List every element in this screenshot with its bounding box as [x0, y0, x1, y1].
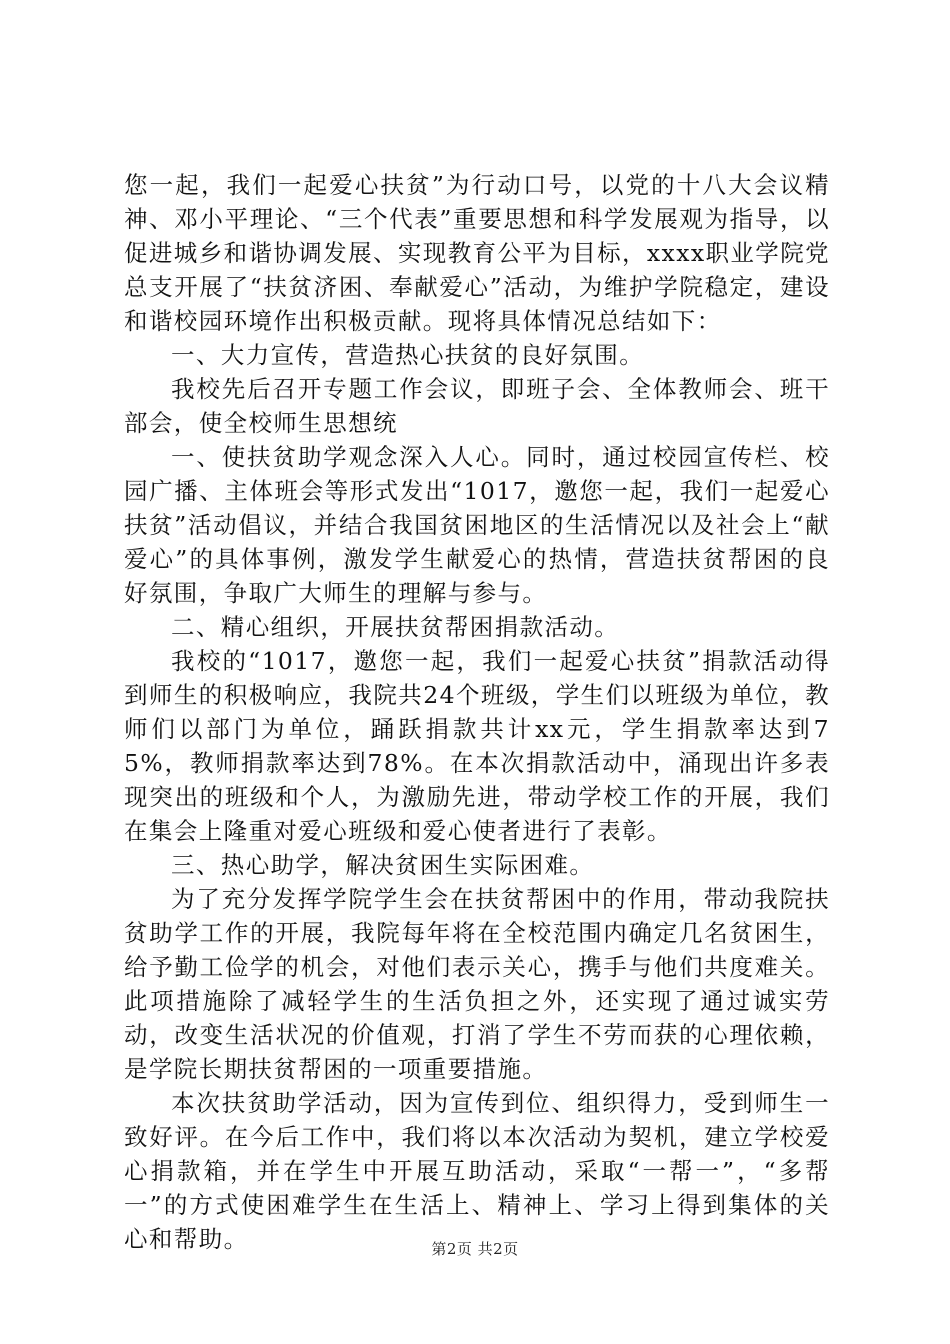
- section-heading-1: 一、大力宣传，营造热心扶贫的良好氛围。: [171, 341, 645, 369]
- paragraph-publicity: 一、使扶贫助学观念深入人心。同时，通过校园宣传栏、校园广播、主体班会等形式发出“1017，邀您一起，我们一起爱心扶贫”活动倡议，并结合我国贫困地区的生活情况以及社会上“献爱心”的具体事例，激发学生献爱心的热情，营造扶贫帮困的良好氛围，争取广大师生的理解与参与。: [124, 443, 830, 607]
- paragraph-meetings: 我校先后召开专题工作会议，即班子会、全体教师会、班干部会，使全校师生思想统: [124, 375, 830, 437]
- section-heading-3: 三、热心助学，解决贫困生实际困难。: [171, 851, 595, 879]
- paragraph-conclusion: 本次扶贫助学活动，因为宣传到位、组织得力，受到师生一致好评。在今后工作中，我们将以本次活动为契机，建立学校爱心捐款箱，并在学生中开展互助活动，采取“一帮一”，“多帮一”的方式使困难学生在生活上、精神上、学习上得到集体的关心和帮助。: [124, 1089, 830, 1253]
- document-body: [124, 168, 830, 1256]
- section-heading-2: 二、精心组织，开展扶贫帮困捐款活动。: [171, 613, 620, 641]
- paragraph-student-aid: 为了充分发挥学院学生会在扶贫帮困中的作用，带动我院扶贫助学工作的开展，我院每年将在全校范围内确定几名贫困生，给予勤工俭学的机会，对他们表示关心，携手与他们共度难关。此项措施除了减轻学生的生活负担之外，还实现了通过诚实劳动，改变生活状况的价值观，打消了学生不劳而获的心理依赖，是学院长期扶贫帮困的一项重要措施。: [124, 885, 830, 1083]
- page-number-footer: 第2页 共2页: [431, 1240, 519, 1258]
- paragraph-continuation: 您一起，我们一起爱心扶贫”为行动口号，以党的十八大会议精神、邓小平理论、“三个代表”重要思想和科学发展观为指导，以促进城乡和谐协调发展、实现教育公平为目标，xxxx职业学院党总支开展了“扶贫济困、奉献爱心”活动，为维护学院稳定，建设和谐校园环境作出积极贡献。现将具体情况总结如下：: [124, 171, 831, 335]
- paragraph-donation: 我校的“1017，邀您一起，我们一起爱心扶贫”捐款活动得到师生的积极响应，我院共24个班级，学生们以班级为单位，教师们以部门为单位，踊跃捐款共计xx元，学生捐款率达到75%，教师捐款率达到78%。在本次捐款活动中，涌现出许多表现突出的班级和个人，为激励先进，带动学校工作的开展，我们在集会上隆重对爱心班级和爱心使者进行了表彰。: [124, 647, 830, 845]
